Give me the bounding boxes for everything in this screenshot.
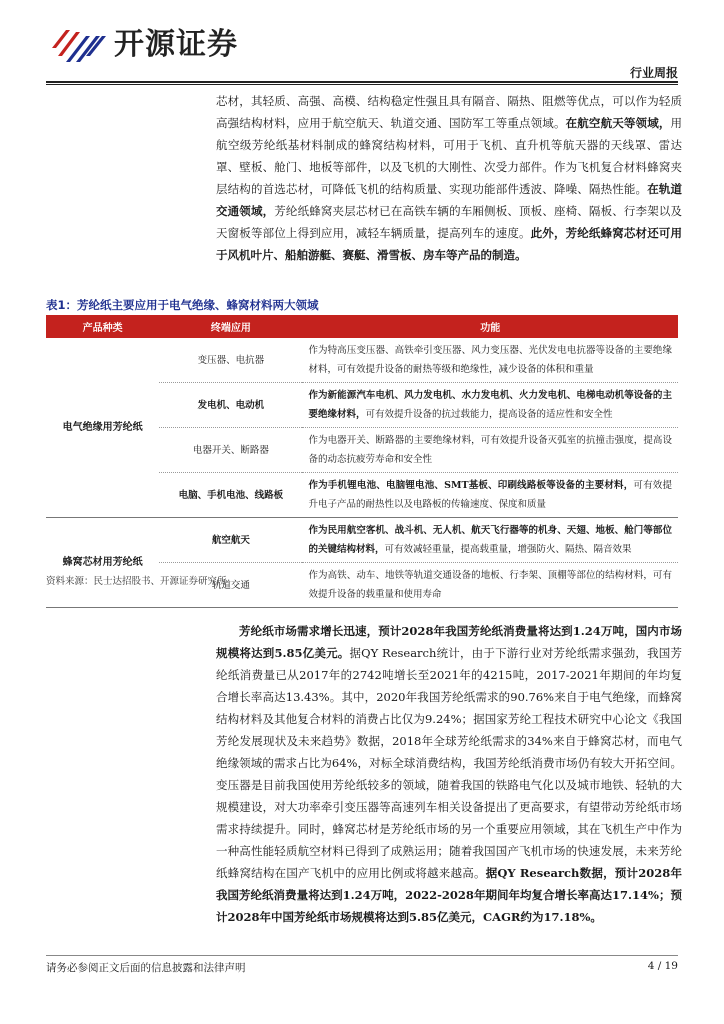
- text-run: 芯材，其轻质、高强、高模、结构稳定性强且具有隔音、隔热、阻燃等优点，可以作为轻质高强结构材料，应用于航空航天、轨道交通、国防军工等重点领域。: [216, 94, 682, 130]
- text-run-bold: 在航空航天等领域，: [565, 116, 671, 130]
- category-cell: 电气绝缘用芳纶纸: [46, 338, 159, 518]
- text-run-bold: 此外，芳纶纸蜂窝芯材还可用于风机叶片、船舶游艇、赛艇、滑雪板、房车等产品的制造。: [216, 226, 683, 262]
- function-cell: 作为电器开关、断路器的主要绝缘材料，可有效提升设备灭弧室的抗撞击强度，提高设备的动态抗疲劳寿命和安全性: [302, 428, 678, 473]
- function-cell: [302, 383, 678, 428]
- header-use: 终端应用: [159, 315, 302, 338]
- text-run: 据QY Research统计，由于下游行业对芳纶纸需求强劲，我国芳纶纸消费量已从2017年的2742吨增长至2021年的4215吨，2017-2021年期间的年均复合增长率高达13.43%。其中，2020年我国芳纶纸需求的90.76%来自于电气绝缘，而蜂窝结构材料及其他复合材料的消费占比仅为9.24%；据国家芳纶工程技术研究中心论文《我国芳纶发展现状及未来趋势》数据，2018年全球芳纶纸需求的34%来自于蜂窝芯材，而电气绝缘领域的需求占比为64%，对标全球消费结构，我国芳纶纸消费市场仍有较大开拓空间。变压器是目前我国使用芳纶纸较多的领域，随着我国的铁路电气化以及城市地铁、轻轨的大规模建设，对大功率牵引变压器等高速列车相关设备提出了更高要求，有望带动芳纶纸市场需求持续提升。同时，蜂窝芯材是芳纶纸市场的另一个重要应用领域，其在飞机生产中作为一种高性能轻质航空材料已得到了成熟运用；随着我国国产飞机市场的快速发展，未来芳纶纸蜂窝结构在国产飞机中的应用比例或将越来越高。: [216, 646, 683, 880]
- function-bold: 作为民用航空客机、战斗机、无人机、航天飞行器等的机身、天翅、地板、舱门等部位的关键结构材料，: [308, 525, 672, 555]
- text-run-bold: 芳纶纸市场需求增长迅速，预计2028年我国芳纶纸消费量将达到1.24万吨，国内市场规模将达到5.85亿美元。: [216, 624, 682, 660]
- function-cell: [302, 473, 678, 518]
- header-divider-thin: [46, 84, 678, 85]
- use-cell: 电器开关、断路器: [159, 428, 302, 473]
- page-number: 4 / 19: [647, 960, 678, 972]
- table-header-row: [46, 315, 678, 338]
- function-cell: [302, 518, 678, 563]
- text-run-bold: 据QY Research数据，预计2028年我国芳纶纸消费量将达到1.24万吨，2022-2028年期间年均复合增长率高达17.14%；预计2028年中国芳纶纸市场规模将达到5.85亿美元，CAGR约为17.18%。: [216, 866, 682, 924]
- footer-disclaimer: 请务必参阅正文后面的信息披露和法律声明: [46, 962, 246, 974]
- function-bold: 作为手机锂电池、电脑锂电池、SMT基板、印刷线路板等设备的主要材料，: [308, 480, 634, 491]
- intro-paragraph: [216, 90, 682, 266]
- text-run: 芳纶纸蜂窝夹层芯材已在高铁车辆的车厢侧板、顶板、座椅、隔板、行李架以及天窗板等部位上得到应用，减轻车辆质量，提高列车的速度。: [216, 204, 683, 240]
- function-cell: 作为高铁、动车、地铁等轨道交通设备的地板、行李架、顶棚等部位的结构材料，可有效提升设备的载重量和使用寿命: [302, 563, 678, 608]
- brand-name: 开源证券: [114, 27, 238, 62]
- table-source: 资料来源：民士达招股书、开源证券研究所: [46, 576, 227, 587]
- footer-divider: [46, 955, 678, 956]
- use-cell: 轨道交通: [159, 563, 302, 608]
- function-rest: 可有效减轻重量，提高载重量，增强防火、隔热、隔音效果: [384, 544, 632, 555]
- use-cell: 变压器、电抗器: [159, 338, 302, 383]
- kaiyuan-logo-icon: [46, 18, 110, 66]
- function-cell: 作为特高压变压器、高铁牵引变压器、风力变压器、光伏发电电抗器等设备的主要绝缘材料，可有效提升设备的耐热等级和绝缘性，减少设备的体积和重量: [302, 338, 678, 383]
- table-row: [46, 338, 678, 383]
- use-cell: 电脑、手机电池、线路板: [159, 473, 302, 518]
- header-category: 产品种类: [46, 315, 159, 338]
- table-title: 表1：芳纶纸主要应用于电气绝缘、蜂窝材料两大领域: [46, 298, 319, 312]
- section-label: 行业周报: [629, 66, 678, 80]
- function-rest: 可有效提升设备的抗过载能力，提高设备的适应性和安全性: [365, 409, 613, 420]
- page-header: [46, 18, 678, 78]
- market-paragraph: [216, 620, 682, 928]
- header-function: 功能: [302, 315, 678, 338]
- category-cell: 蜂窝芯材用芳纶纸: [46, 518, 159, 608]
- function-rest: 可有效提升电子产品的耐热性以及电路板的传输速度、保度和质量: [308, 480, 672, 510]
- brand-logo: [46, 18, 238, 66]
- application-table: [46, 315, 678, 608]
- function-bold: 作为新能源汽车电机、风力发电机、水力发电机、火力发电机、电梯电动机等设备的主要绝缘材料，: [308, 390, 672, 420]
- use-cell: 发电机、电动机: [159, 383, 302, 428]
- header-divider: [46, 81, 678, 83]
- text-run: 用航空级芳纶纸基材料制成的蜂窝结构材料，可用于飞机、直升机等航天器的天线罩、雷达罩、壁板、舱门、地板等部件，以及飞机的大刚性、次受力部件。作为飞机复合材料蜂窝夹层结构的首选芯材，可降低飞机的结构质量、实现功能部件透波、降噪、隔热性能。: [216, 116, 683, 196]
- use-cell: 航空航天: [159, 518, 302, 563]
- table-row: [46, 518, 678, 563]
- text-run-bold: 在轨道交通领域，: [216, 182, 683, 218]
